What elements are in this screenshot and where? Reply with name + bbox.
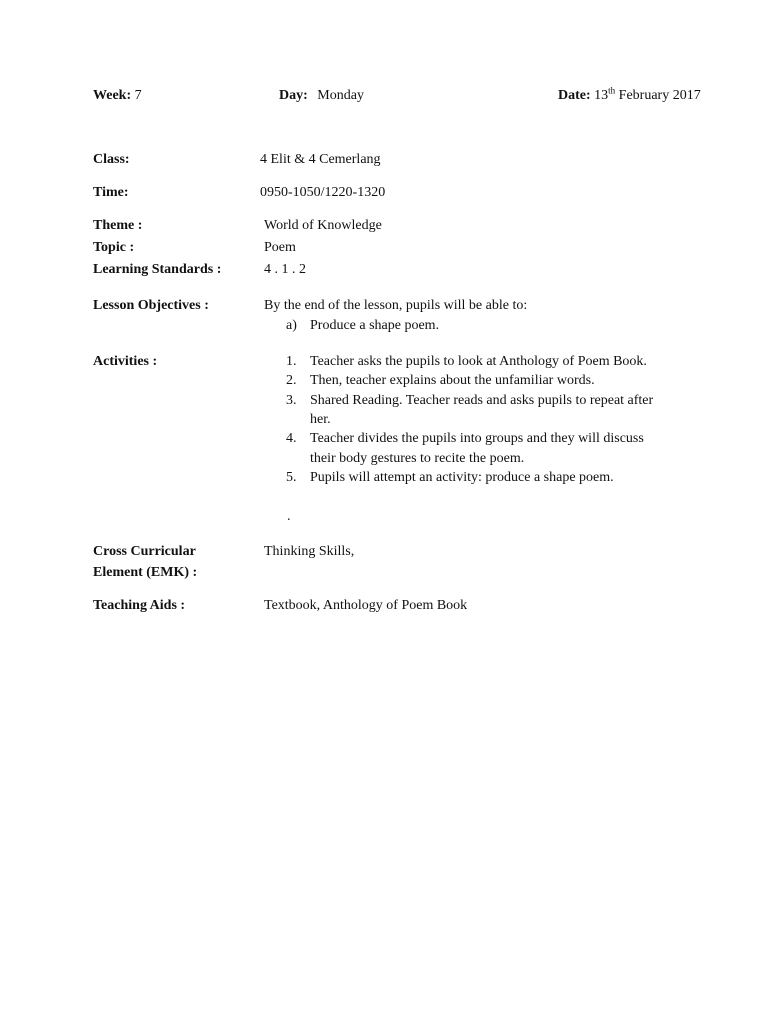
teaching-aids-value: Textbook, Anthology of Poem Book [264,598,468,613]
theme-value: World of Knowledge [264,218,382,233]
objective-item: Produce a shape poem. [310,318,440,333]
week-label: Week: [93,88,132,103]
class-value: 4 Elit & 4 Cemerlang [260,152,381,167]
activity-item-line: Then, teacher explains about the unfamiliar words. [310,373,595,388]
topic-label: Topic : [93,240,135,255]
date-day: 13 [594,88,609,103]
topic-value: Poem [264,240,296,255]
emk-value: Thinking Skills, [264,544,355,559]
emk-label-line2: Element (EMK) : [93,565,198,580]
emk-label-line1: Cross Curricular [93,544,196,559]
learning-standards-value: 4 . 1 . 2 [264,262,306,277]
objectives-label: Lesson Objectives : [93,298,209,313]
activity-item-line: her. [310,412,331,427]
activities-trailing-dot: . [287,509,291,524]
date-label: Date: [558,88,591,103]
activity-marker: 2. [286,373,297,388]
activity-marker: 3. [286,393,297,408]
activity-marker: 5. [286,470,297,485]
objective-marker: a) [286,318,297,333]
theme-label: Theme : [93,218,143,233]
day-field [279,88,364,104]
activity-item-line: Pupils will attempt an activity: produce a shape poem. [310,470,614,485]
activities-label: Activities : [93,354,158,369]
week-field [93,88,142,104]
date-rest: February 2017 [618,88,701,103]
time-value: 0950-1050/1220-1320 [260,185,386,200]
objectives-intro: By the end of the lesson, pupils will be able to: [264,298,528,313]
activity-marker: 4. [286,431,297,446]
teaching-aids-label: Teaching Aids : [93,598,186,613]
activity-marker: 1. [286,354,297,369]
activity-item-line: Teacher asks the pupils to look at Anthology of Poem Book. [310,354,647,369]
activity-item-line: Shared Reading. Teacher reads and asks pupils to repeat after [310,393,654,408]
date-field [558,85,701,104]
activity-item-line: Teacher divides the pupils into groups and they will discuss [310,431,644,446]
date-suffix: th [608,85,616,96]
day-label: Day: [279,88,308,103]
activity-item-line: their body gestures to recite the poem. [310,451,525,466]
week-value: 7 [134,88,142,103]
time-label: Time: [93,185,129,200]
day-value: Monday [317,88,364,103]
learning-standards-label: Learning Standards : [93,262,222,277]
class-label: Class: [93,152,130,167]
